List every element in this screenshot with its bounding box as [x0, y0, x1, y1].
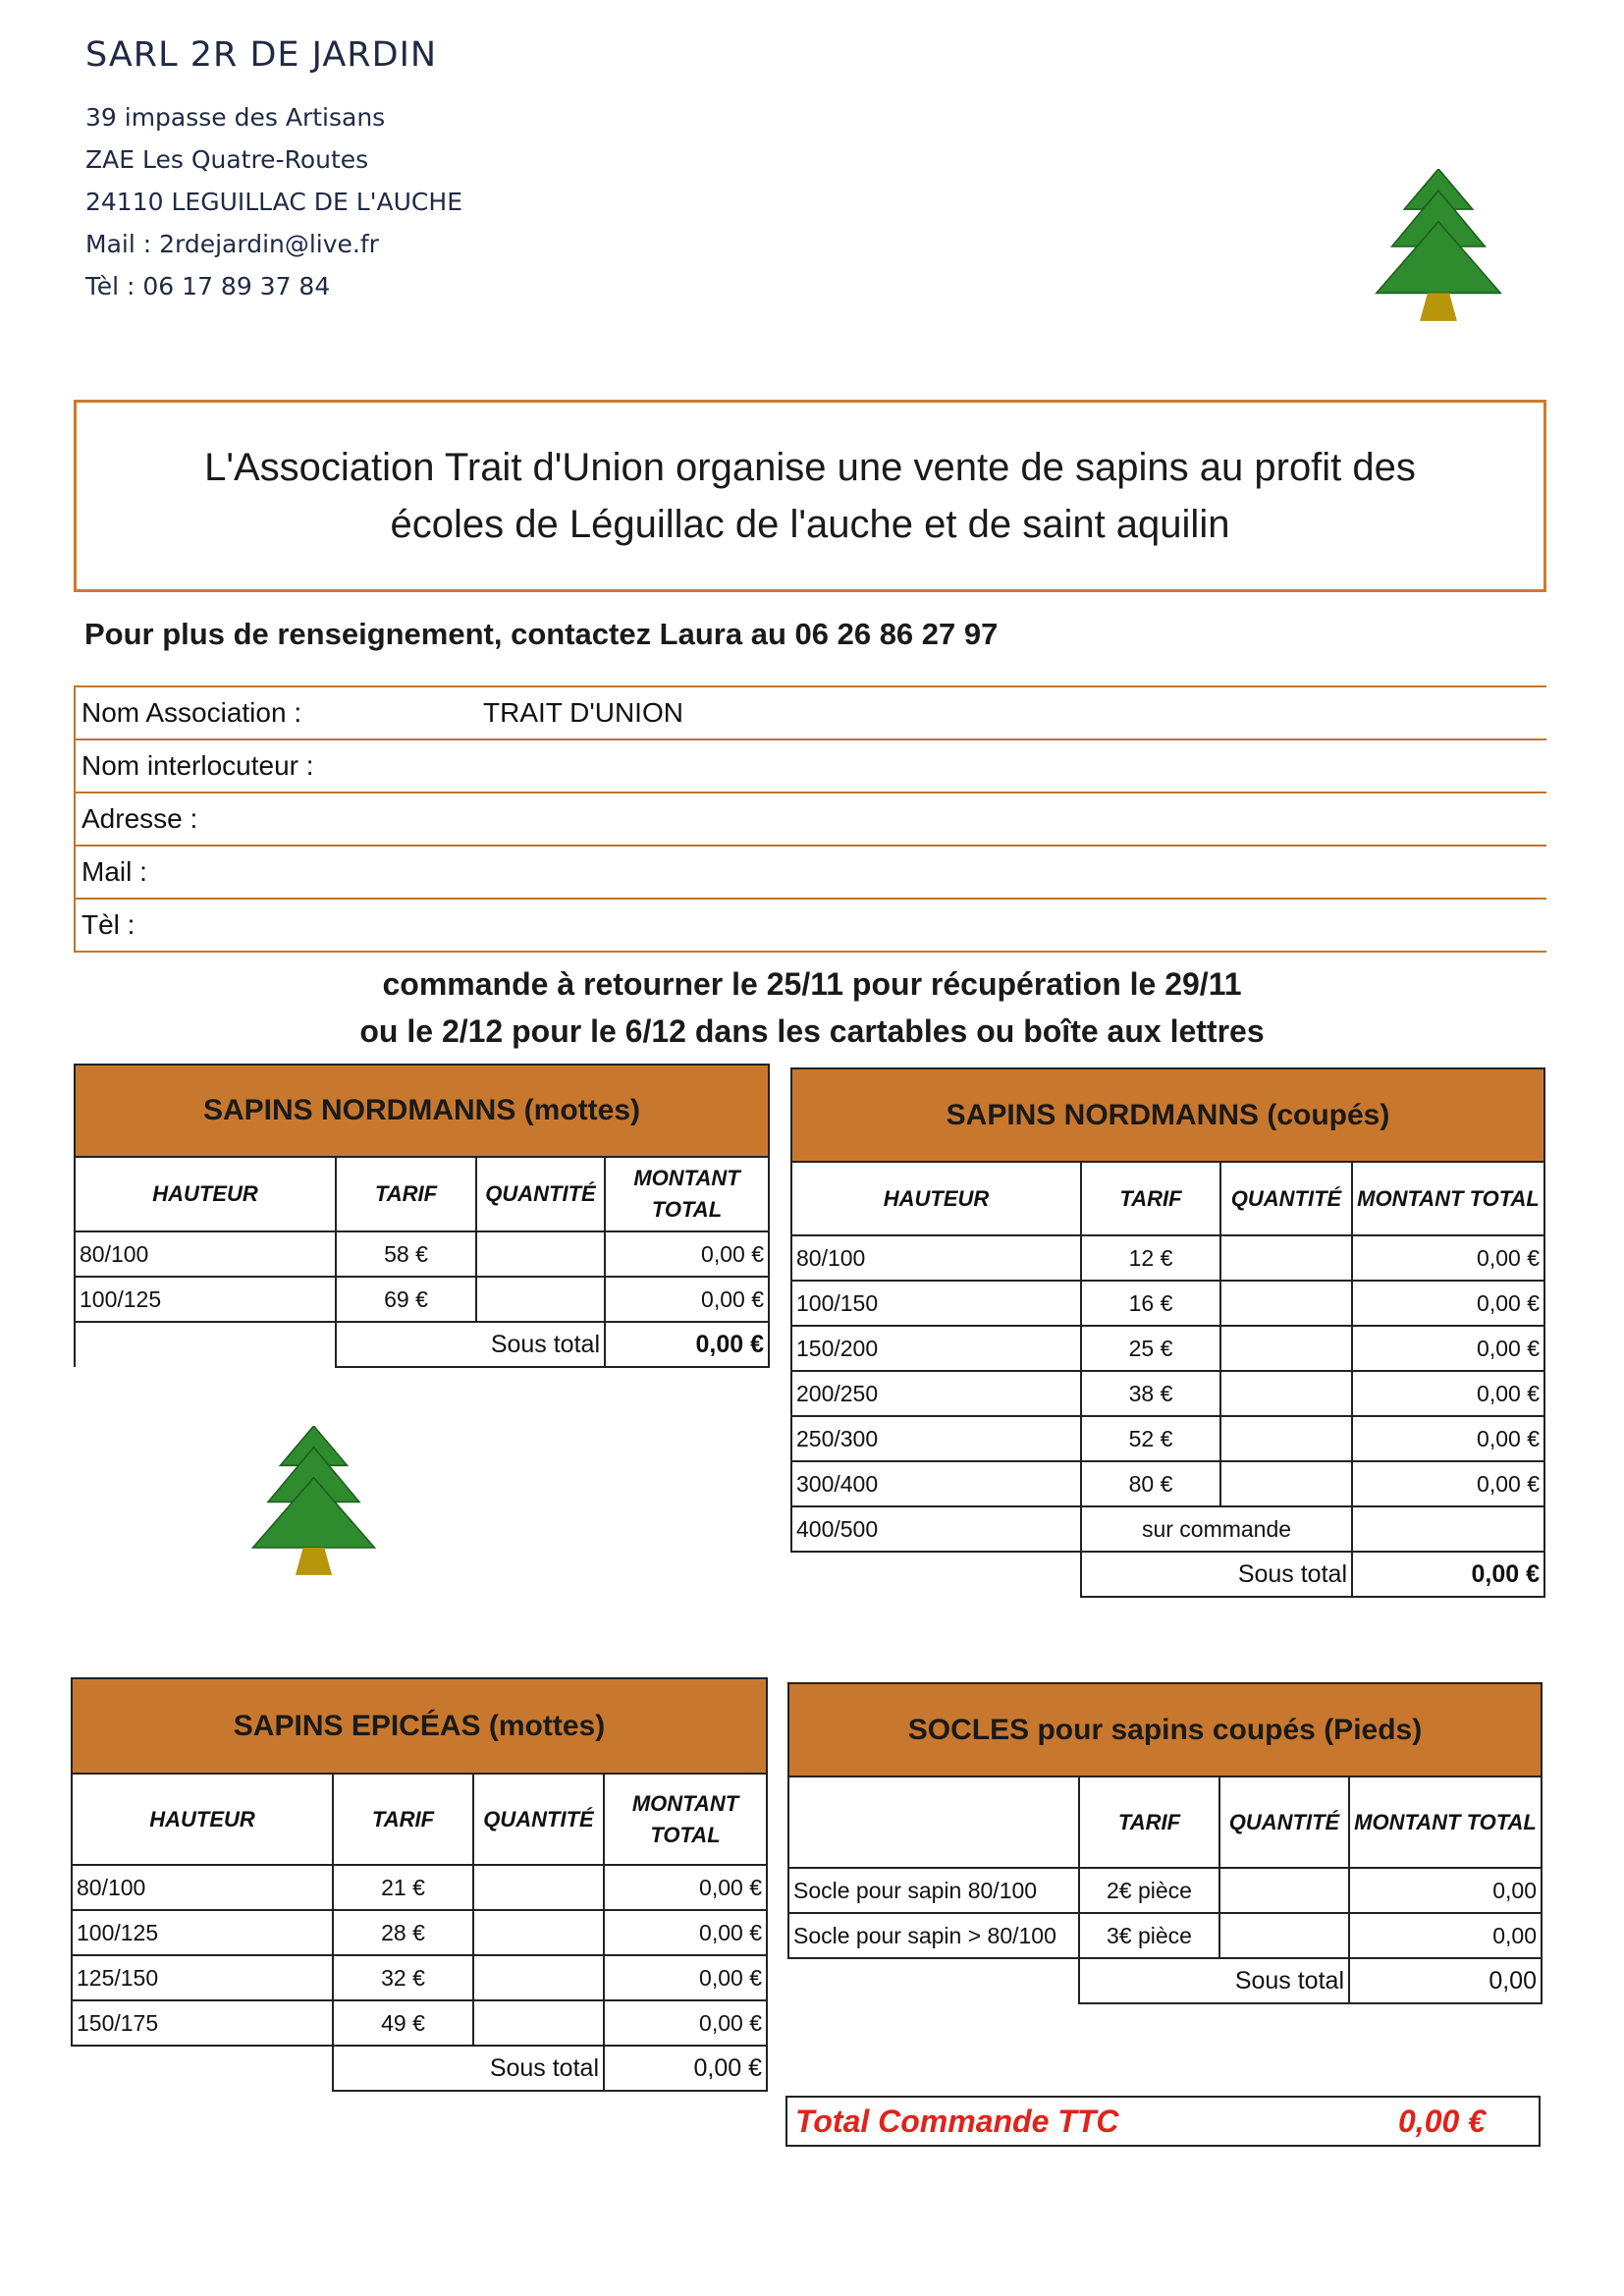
field-label: Tèl :: [81, 909, 135, 940]
cell-hauteur: 125/150: [72, 1955, 333, 2000]
quantity-input[interactable]: [1219, 1868, 1349, 1913]
cell-montant: 0,00 €: [604, 2000, 767, 2046]
subtotal-label: Sous total: [1081, 1552, 1352, 1597]
column-header: TARIF: [1081, 1162, 1220, 1235]
association-form: [74, 685, 1546, 953]
table-title: SAPINS NORDMANNS (mottes): [75, 1065, 769, 1157]
field-label: Nom interlocuteur :: [81, 750, 314, 781]
quantity-input[interactable]: [476, 1277, 605, 1322]
subtotal-label: Sous total: [1079, 1958, 1349, 2003]
table-title: SAPINS NORDMANNS (coupés): [791, 1068, 1544, 1162]
table-row: [72, 1955, 767, 2000]
column-header: TARIF: [333, 1774, 473, 1865]
banner-line-2: écoles de Léguillac de l'auche et de saint aquilin: [390, 503, 1230, 546]
column-header: TARIF: [1079, 1777, 1219, 1868]
total-label: Total Commande TTC: [795, 2104, 1119, 2139]
cell-montant: 0,00 €: [1352, 1416, 1544, 1461]
cell-montant: 0,00 €: [605, 1231, 769, 1277]
table-epiceas-mottes: [71, 1677, 768, 2092]
column-header: TARIF: [336, 1157, 476, 1231]
cell-tarif: 12 €: [1081, 1235, 1220, 1281]
quantity-input[interactable]: [473, 1910, 604, 1955]
announcement-banner: [74, 400, 1546, 592]
quantity-input[interactable]: [1220, 1235, 1352, 1281]
table-row: [75, 1231, 769, 1277]
column-header: HAUTEUR: [72, 1774, 333, 1865]
cell-hauteur: 100/125: [75, 1277, 336, 1322]
quantity-input[interactable]: [1219, 1913, 1349, 1958]
quantity-input[interactable]: [473, 1865, 604, 1910]
company-name: SARL 2R DE JARDIN: [85, 35, 438, 75]
cell-hauteur: 200/250: [791, 1371, 1081, 1416]
quantity-input[interactable]: [476, 1231, 605, 1277]
cell-hauteur: 150/200: [791, 1326, 1081, 1371]
order-note: [0, 960, 1624, 1055]
cell-tarif: 52 €: [1081, 1416, 1220, 1461]
column-header: HAUTEUR: [75, 1157, 336, 1231]
column-header: MONTANT TOTAL: [1352, 1162, 1544, 1235]
table-row: [788, 1868, 1542, 1913]
order-total: [785, 2096, 1541, 2147]
cell-tarif: 32 €: [333, 1955, 473, 2000]
table-row: [791, 1461, 1544, 1506]
cell-tarif: 16 €: [1081, 1281, 1220, 1326]
cell-montant: 0,00 €: [605, 1277, 769, 1322]
table-row: [791, 1281, 1544, 1326]
cell-tarif: 3€ pièce: [1079, 1913, 1219, 1958]
cell-montant: 0,00 €: [1352, 1235, 1544, 1281]
table-row: [75, 1277, 769, 1322]
column-header: MONTANT TOTAL: [604, 1774, 767, 1865]
table-row: [791, 1371, 1544, 1416]
table-row: [791, 1506, 1544, 1552]
cell-tarif: 80 €: [1081, 1461, 1220, 1506]
cell-hauteur: 250/300: [791, 1416, 1081, 1461]
contact-info: Pour plus de renseignement, contactez Laura au 06 26 86 27 97: [84, 617, 999, 651]
subtotal-value: 0,00: [1349, 1958, 1542, 2003]
company-zone: ZAE Les Quatre-Routes: [85, 145, 369, 174]
cell-hauteur: 100/125: [72, 1910, 333, 1955]
form-field[interactable]: [74, 845, 1546, 898]
cell-hauteur: 150/175: [72, 2000, 333, 2046]
cell-hauteur: Socle pour sapin > 80/100: [788, 1913, 1079, 1958]
cell-tarif: 21 €: [333, 1865, 473, 1910]
subtotal-row: [72, 2046, 767, 2091]
cell-tarif: 38 €: [1081, 1371, 1220, 1416]
cell-hauteur: Socle pour sapin 80/100: [788, 1868, 1079, 1913]
cell-tarif: 25 €: [1081, 1326, 1220, 1371]
cell-montant: 0,00: [1349, 1913, 1542, 1958]
column-header: QUANTITÉ: [1219, 1777, 1349, 1868]
quantity-input[interactable]: [473, 2000, 604, 2046]
quantity-input[interactable]: [1220, 1281, 1352, 1326]
order-note-line-1: commande à retourner le 25/11 pour récupération le 29/11: [382, 966, 1242, 1002]
quantity-input[interactable]: [1220, 1326, 1352, 1371]
table-row: [791, 1235, 1544, 1281]
form-field[interactable]: [74, 685, 1546, 738]
column-header: HAUTEUR: [791, 1162, 1081, 1235]
cell-tarif: 49 €: [333, 2000, 473, 2046]
cell-montant: 0,00 €: [604, 1955, 767, 2000]
cell-montant: 0,00 €: [1352, 1326, 1544, 1371]
column-header: MONTANT TOTAL: [1349, 1777, 1542, 1868]
form-field[interactable]: [74, 898, 1546, 953]
column-header: MONTANT TOTAL: [605, 1157, 769, 1231]
cell-tarif: sur commande: [1081, 1506, 1352, 1552]
cell-hauteur: 80/100: [791, 1235, 1081, 1281]
cell-tarif: 58 €: [336, 1231, 476, 1277]
form-field[interactable]: [74, 792, 1546, 845]
cell-montant: 0,00 €: [1352, 1461, 1544, 1506]
cell-montant: [1352, 1506, 1544, 1552]
quantity-input[interactable]: [1220, 1461, 1352, 1506]
table-nordmann-mottes: [74, 1064, 770, 1368]
cell-montant: 0,00 €: [604, 1865, 767, 1910]
cell-hauteur: 300/400: [791, 1461, 1081, 1506]
cell-montant: 0,00 €: [604, 1910, 767, 1955]
field-label: Mail :: [81, 856, 147, 887]
order-note-line-2: ou le 2/12 pour le 6/12 dans les cartables ou boîte aux lettres: [359, 1013, 1265, 1049]
table-row: [72, 1910, 767, 1955]
table-socles: [787, 1682, 1543, 2004]
company-city: 24110 LEGUILLAC DE L'AUCHE: [85, 188, 462, 216]
field-label: Nom Association :: [81, 697, 302, 728]
table-row: [791, 1416, 1544, 1461]
subtotal-value: 0,00 €: [605, 1322, 769, 1367]
column-header: QUANTITÉ: [1220, 1162, 1352, 1235]
subtotal-label: Sous total: [333, 2046, 604, 2091]
subtotal-row: [791, 1552, 1544, 1597]
column-header: [788, 1777, 1079, 1868]
cell-hauteur: 400/500: [791, 1506, 1081, 1552]
company-mail: Mail : 2rdejardin@live.fr: [85, 230, 379, 258]
cell-tarif: 28 €: [333, 1910, 473, 1955]
company-phone: Tèl : 06 17 89 37 84: [85, 272, 331, 301]
cell-montant: 0,00: [1349, 1868, 1542, 1913]
form-field[interactable]: [74, 738, 1546, 792]
table-row: [72, 2000, 767, 2046]
cell-tarif: 2€ pièce: [1079, 1868, 1219, 1913]
company-address: 39 impasse des Artisans: [85, 103, 386, 132]
cell-hauteur: 80/100: [72, 1865, 333, 1910]
quantity-input[interactable]: [1220, 1416, 1352, 1461]
total-value: 0,00 €: [1398, 2104, 1486, 2139]
subtotal-label: Sous total: [336, 1322, 605, 1367]
cell-montant: 0,00 €: [1352, 1371, 1544, 1416]
subtotal-row: [75, 1322, 769, 1367]
tree-icon: [1375, 169, 1502, 324]
cell-hauteur: 80/100: [75, 1231, 336, 1277]
cell-montant: 0,00 €: [1352, 1281, 1544, 1326]
company-header: [85, 35, 462, 307]
subtotal-value: 0,00 €: [1352, 1552, 1544, 1597]
tree-icon: [247, 1426, 380, 1578]
quantity-input[interactable]: [1220, 1371, 1352, 1416]
field-label: Adresse :: [81, 803, 198, 834]
banner-line-1: L'Association Trait d'Union organise une vente de sapins au profit des: [204, 446, 1416, 489]
table-title: SAPINS EPICÉAS (mottes): [72, 1678, 767, 1774]
table-row: [72, 1865, 767, 1910]
table-row: [788, 1913, 1542, 1958]
cell-tarif: 69 €: [336, 1277, 476, 1322]
column-header: QUANTITÉ: [476, 1157, 605, 1231]
field-value[interactable]: TRAIT D'UNION: [483, 697, 683, 728]
cell-hauteur: 100/150: [791, 1281, 1081, 1326]
column-header: QUANTITÉ: [473, 1774, 604, 1865]
subtotal-row: [788, 1958, 1542, 2003]
quantity-input[interactable]: [473, 1955, 604, 2000]
table-row: [791, 1326, 1544, 1371]
table-title: SOCLES pour sapins coupés (Pieds): [788, 1683, 1542, 1777]
table-nordmann-coupes: [790, 1067, 1545, 1598]
subtotal-value: 0,00 €: [604, 2046, 767, 2091]
